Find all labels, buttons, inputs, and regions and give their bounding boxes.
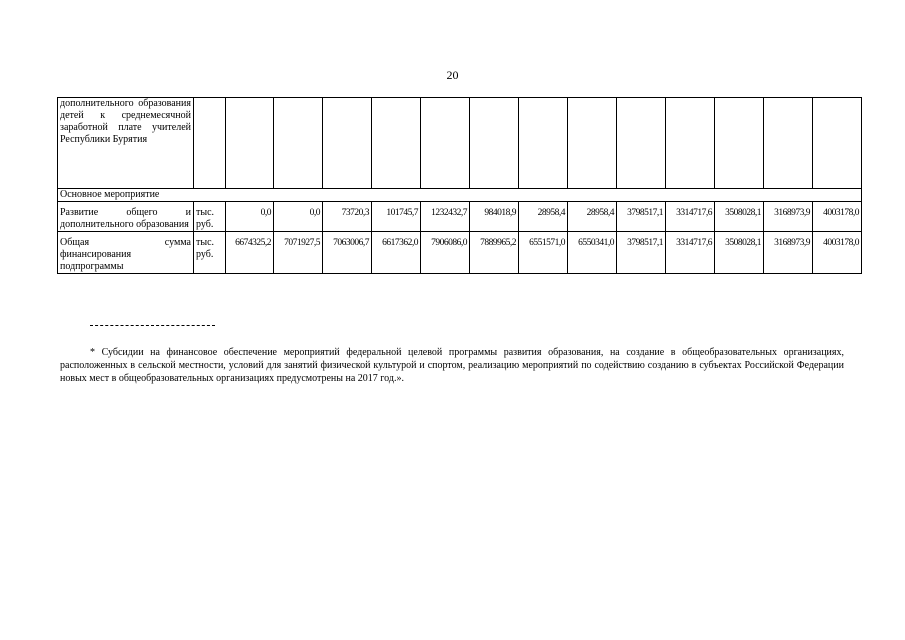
value-cell: 3168973,9: [764, 232, 813, 274]
section-label: Основное мероприятие: [58, 189, 862, 202]
value-cell: 1232432,7: [421, 202, 470, 232]
value-cell: 28958,4: [568, 202, 617, 232]
footnote-text: * Субсидии на финансовое обеспечение мероприятий федеральной целевой программы развития образования, на создание в общеобразовательных организациях, расположенных в сельской местности, условий для занятий физической культурой и спортом, реализацию мероприятий по содействию созданию в субъектах Российской Федерации новых мест в общеобразовательных организациях предусмотрены на 2017 год.».: [60, 347, 844, 384]
budget-table: [57, 97, 862, 274]
value-cell: 6674325,2: [226, 232, 274, 274]
row-name-cell: дополнительного образования детей к среднемесячной заработной плате учителей Республики Бурятия: [58, 98, 194, 189]
table-row-continued: [58, 98, 862, 189]
footnote-separator: [90, 325, 215, 326]
value-cell: 0,0: [274, 202, 323, 232]
row-name-cell: Развитие общего и дополнительного образования: [58, 202, 194, 232]
value-cell: 28958,4: [519, 202, 568, 232]
value-cell: 3168973,9: [764, 202, 813, 232]
value-cell: 101745,7: [372, 202, 421, 232]
empty-cell: [568, 98, 617, 189]
value-cell: 3314717,6: [666, 232, 715, 274]
value-cell: 984018,9: [470, 202, 519, 232]
value-cell: 3508028,1: [715, 202, 764, 232]
empty-cell: [470, 98, 519, 189]
table-row-section: [58, 189, 862, 202]
empty-cell: [813, 98, 862, 189]
value-cell: 73720,3: [323, 202, 372, 232]
value-cell: 6550341,0: [568, 232, 617, 274]
value-cell: 6551571,0: [519, 232, 568, 274]
empty-cell: [666, 98, 715, 189]
empty-cell: [421, 98, 470, 189]
empty-cell: [274, 98, 323, 189]
unit-cell: тыс. руб.: [194, 232, 226, 274]
value-cell: 3508028,1: [715, 232, 764, 274]
empty-cell: [617, 98, 666, 189]
empty-cell: [715, 98, 764, 189]
value-cell: 7889965,2: [470, 232, 519, 274]
row-name-cell: Общая сумма финансирования подпрограммы: [58, 232, 194, 274]
value-cell: 7906086,0: [421, 232, 470, 274]
unit-cell: тыс. руб.: [194, 202, 226, 232]
table-row: [58, 232, 862, 274]
value-cell: 3798517,1: [617, 232, 666, 274]
value-cell: 3314717,6: [666, 202, 715, 232]
empty-cell: [226, 98, 274, 189]
value-cell: 4003178,0: [813, 232, 862, 274]
table-row: [58, 202, 862, 232]
value-cell: 6617362,0: [372, 232, 421, 274]
empty-cell: [764, 98, 813, 189]
value-cell: 0,0: [226, 202, 274, 232]
value-cell: 4003178,0: [813, 202, 862, 232]
value-cell: 3798517,1: [617, 202, 666, 232]
empty-cell: [194, 98, 226, 189]
value-cell: 7071927,5: [274, 232, 323, 274]
value-cell: 7063006,7: [323, 232, 372, 274]
empty-cell: [323, 98, 372, 189]
empty-cell: [519, 98, 568, 189]
empty-cell: [372, 98, 421, 189]
page-number: 20: [446, 68, 459, 82]
